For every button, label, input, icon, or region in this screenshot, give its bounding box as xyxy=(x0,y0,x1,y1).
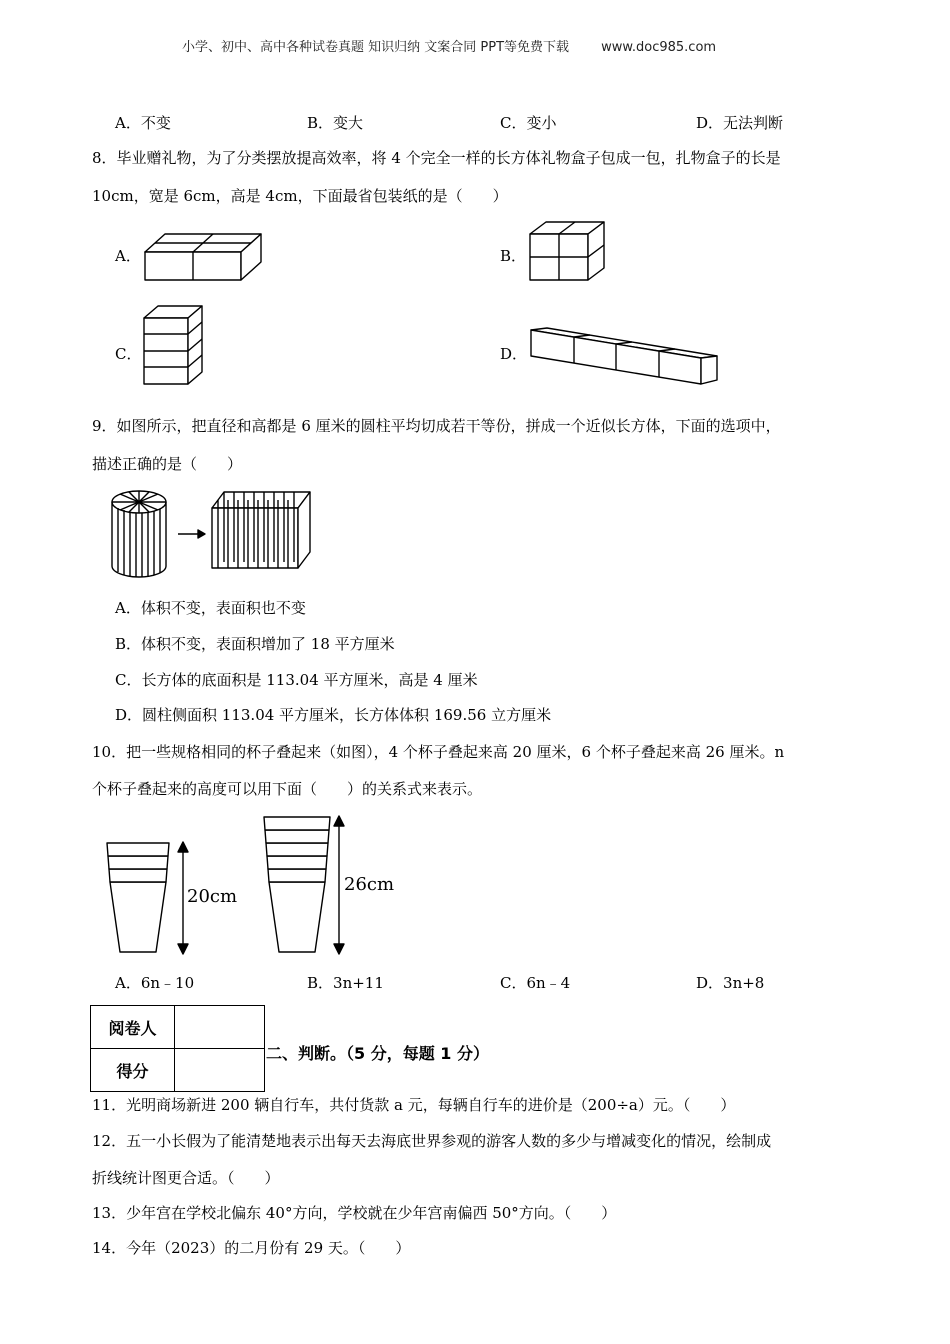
q9-option-d: D．圆柱侧面积 113.04 平方厘米，长方体体积 169.56 立方厘米 xyxy=(115,706,552,724)
header-site-link[interactable]: www.doc985.com xyxy=(601,40,717,55)
q10-option-a: A．6n﹣10 xyxy=(115,974,195,992)
q10-cups-figure-4 xyxy=(108,838,170,956)
grading-table xyxy=(90,1005,265,1092)
q9-cuboid-figure xyxy=(210,488,314,572)
q9-option-c: C．长方体的底面积是 113.04 平方厘米，高是 4 厘米 xyxy=(115,671,478,689)
q8-label-c: C． xyxy=(115,345,142,363)
reviewer-label: 阅卷人 xyxy=(91,1006,175,1049)
q8-label-d: D． xyxy=(500,345,528,363)
q8-figure-b xyxy=(528,218,608,284)
judgment-11: 11．光明商场新进 200 辆自行车，共付货款 a 元，每辆自行车的进价是（200÷a）元。（ ） xyxy=(92,1096,736,1114)
q9-option-a: A．体积不变，表面积也不变 xyxy=(115,599,306,617)
q10-label-20cm: 20cm xyxy=(187,886,238,907)
q8-label-a: A． xyxy=(115,247,141,265)
q10-question-line2: 个杯子叠起来的高度可以用下面（ ）的关系式来表示。 xyxy=(92,780,483,798)
q10-option-b: B．3n+11 xyxy=(307,974,384,992)
q10-option-c: C．6n﹣4 xyxy=(500,974,571,992)
judgment-14: 14．今年（2023）的二月份有 29 天。（ ） xyxy=(92,1239,411,1257)
q9-cylinder-figure xyxy=(110,488,170,580)
q7-option-d: D．无法判断 xyxy=(696,114,784,132)
score-field[interactable] xyxy=(175,1049,265,1092)
q7-option-b: B．变大 xyxy=(307,114,364,132)
reviewer-field[interactable] xyxy=(175,1006,265,1049)
score-label: 得分 xyxy=(91,1049,175,1092)
page-header xyxy=(182,36,716,55)
q8-question-line2: 10cm，宽是 6cm，高是 4cm，下面最省包装纸的是（ ） xyxy=(92,187,508,205)
judgment-12-line2: 折线统计图更合适。（ ） xyxy=(92,1169,280,1187)
q9-question-line1: 9．如图所示，把直径和高都是 6 厘米的圆柱平均切成若干等份，拼成一个近似长方体，下面的选项中， xyxy=(92,417,781,435)
q10-cups-figure-6 xyxy=(266,812,330,956)
q7-option-c: C．变小 xyxy=(500,114,557,132)
section2-title: 二、判断。（5 分，每题 1 分） xyxy=(266,1044,489,1063)
q10-question-line1: 10．把一些规格相同的杯子叠起来（如图），4 个杯子叠起来高 20 厘米，6 个杯子叠起来高 26 厘米。n xyxy=(92,743,785,761)
q9-option-b: B．体积不变，表面积增加了 18 平方厘米 xyxy=(115,635,395,653)
q9-arrow xyxy=(176,528,206,540)
q8-question-line1: 8．毕业赠礼物，为了分类摆放提高效率，将 4 个完全一样的长方体礼物盒子包成一包，扎物盒子的长是 xyxy=(92,149,781,167)
q8-figure-c xyxy=(142,302,206,388)
q7-option-a: A．不变 xyxy=(115,114,171,132)
q8-figure-a xyxy=(143,222,263,286)
q10-option-d: D．3n+8 xyxy=(696,974,765,992)
q8-figure-d xyxy=(529,322,721,388)
judgment-12-line1: 12．五一小长假为了能清楚地表示出每天去海底世界参观的游客人数的多少与增减变化的情况，绘制成 xyxy=(92,1132,772,1150)
header-text: 小学、初中、高中各种试卷真题 知识归纳 文案合同 PPT等免费下载 xyxy=(182,40,570,55)
q8-label-b: B． xyxy=(500,247,527,265)
q10-label-26cm: 26cm xyxy=(344,874,395,895)
q9-question-line2: 描述正确的是（ ） xyxy=(92,455,243,473)
judgment-13: 13．少年宫在学校北偏东 40°方向，学校就在少年宫南偏西 50°方向。（ ） xyxy=(92,1204,617,1222)
